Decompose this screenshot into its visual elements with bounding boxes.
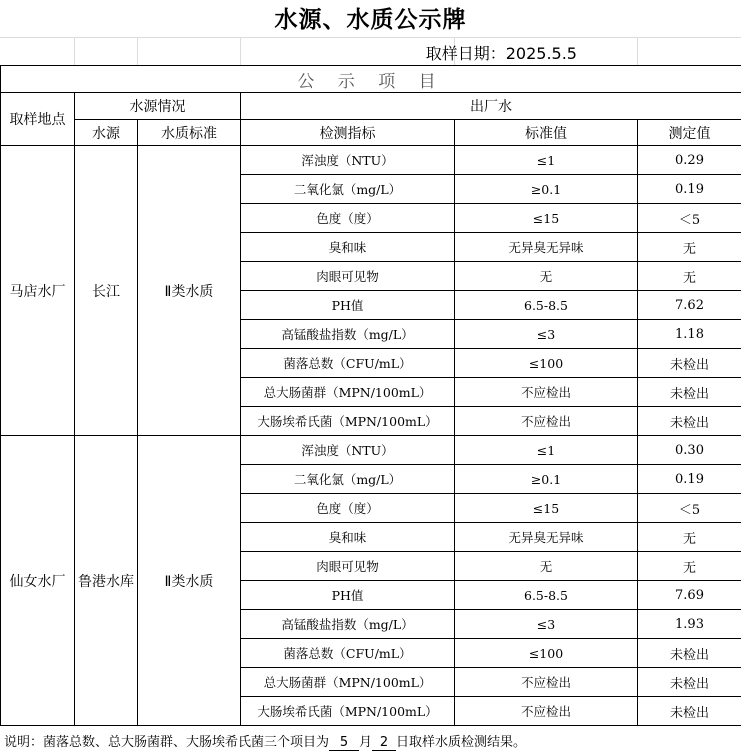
plant-source: 鲁港水库 — [75, 436, 138, 726]
measured-value-cell: ＜5 — [638, 494, 741, 523]
standard-value-cell: 无异臭无异味 — [455, 233, 638, 262]
indicator-cell: 总大肠菌群（MPN/100mL） — [241, 668, 455, 697]
table-row — [1, 146, 741, 175]
plant-location: 仙女水厂 — [1, 436, 75, 726]
standard-value-cell: 无异臭无异味 — [455, 523, 638, 552]
standard-value-cell: 不应检出 — [455, 407, 638, 436]
indicator-cell: 肉眼可见物 — [241, 262, 455, 291]
source-header: 水源 — [75, 120, 138, 146]
measured-value-cell: 0.19 — [638, 175, 741, 204]
standard-value-cell: ≥0.1 — [455, 175, 638, 204]
standard-value-cell: 不应检出 — [455, 697, 638, 726]
indicator-cell: 大肠埃希氏菌（MPN/100mL） — [241, 407, 455, 436]
standard-value-cell: ≤100 — [455, 639, 638, 668]
quality-standard-header: 水质标准 — [138, 120, 241, 146]
footnote — [4, 731, 526, 751]
indicator-cell: 臭和味 — [241, 233, 455, 262]
indicator-cell: 菌落总数（CFU/mL） — [241, 349, 455, 378]
indicator-cell: PH值 — [241, 291, 455, 320]
indicator-cell: 浑浊度（NTU） — [241, 146, 455, 175]
indicator-cell: 高锰酸盐指数（mg/L） — [241, 320, 455, 349]
indicator-cell: 二氧化氯（mg/L） — [241, 175, 455, 204]
footnote-month: 5 — [329, 735, 359, 751]
footnote-day: 2 — [372, 735, 396, 751]
standard-value-cell: 不应检出 — [455, 378, 638, 407]
measured-value-cell: 无 — [638, 552, 741, 581]
indicator-cell: 高锰酸盐指数（mg/L） — [241, 610, 455, 639]
standard-value-cell: ≤15 — [455, 204, 638, 233]
standard-value-cell: ≤3 — [455, 610, 638, 639]
water-quality-table — [0, 65, 741, 726]
standard-value-cell: ≤1 — [455, 146, 638, 175]
measured-value-header: 测定值 — [638, 120, 741, 146]
notice-items-header: 公 示 项 目 — [1, 66, 741, 93]
indicator-cell: 色度（度） — [241, 204, 455, 233]
indicator-cell: 浑浊度（NTU） — [241, 436, 455, 465]
board-title: 水源、水质公示牌 — [274, 6, 467, 33]
indicator-cell: 色度（度） — [241, 494, 455, 523]
footnote-suffix: 日取样水质检测结果。 — [396, 735, 527, 750]
table-row — [1, 436, 741, 465]
standard-value-cell: ≤100 — [455, 349, 638, 378]
standard-value-cell: 无 — [455, 552, 638, 581]
indicator-cell: 总大肠菌群（MPN/100mL） — [241, 378, 455, 407]
measured-value-cell: 无 — [638, 233, 741, 262]
measured-value-cell: 未检出 — [638, 407, 741, 436]
standard-value-cell: 6.5-8.5 — [455, 291, 638, 320]
measured-value-cell: 1.93 — [638, 610, 741, 639]
plant-quality-standard: Ⅱ类水质 — [138, 436, 241, 726]
measured-value-cell: 0.19 — [638, 465, 741, 494]
standard-value-cell: ≤1 — [455, 436, 638, 465]
measured-value-cell: 未检出 — [638, 697, 741, 726]
measured-value-cell: 7.69 — [638, 581, 741, 610]
standard-value-header: 标准值 — [455, 120, 638, 146]
standard-value-cell: 无 — [455, 262, 638, 291]
plant-quality-standard: Ⅱ类水质 — [138, 146, 241, 436]
outlet-water-header: 出厂水 — [241, 93, 741, 120]
indicator-cell: 臭和味 — [241, 523, 455, 552]
indicator-cell: 二氧化氯（mg/L） — [241, 465, 455, 494]
plant-source: 长江 — [75, 146, 138, 436]
indicator-header: 检测指标 — [241, 120, 455, 146]
standard-value-cell: ≤3 — [455, 320, 638, 349]
measured-value-cell: 7.62 — [638, 291, 741, 320]
indicator-cell: PH值 — [241, 581, 455, 610]
footnote-prefix: 说明：菌落总数、总大肠菌群、大肠埃希氏菌三个项目为 — [4, 735, 330, 750]
source-group-header: 水源情况 — [75, 93, 241, 120]
measured-value-cell: 未检出 — [638, 668, 741, 697]
indicator-cell: 菌落总数（CFU/mL） — [241, 639, 455, 668]
measured-value-cell: 0.30 — [638, 436, 741, 465]
standard-value-cell: 6.5-8.5 — [455, 581, 638, 610]
measured-value-cell: 0.29 — [638, 146, 741, 175]
measured-value-cell: 未检出 — [638, 378, 741, 407]
standard-value-cell: 不应检出 — [455, 668, 638, 697]
location-header: 取样地点 — [1, 93, 75, 146]
standard-value-cell: ≤15 — [455, 494, 638, 523]
measured-value-cell: 无 — [638, 523, 741, 552]
measured-value-cell: 1.18 — [638, 320, 741, 349]
plant-location: 马店水厂 — [1, 146, 75, 436]
sample-date-row — [0, 37, 741, 65]
sample-date: 取样日期：2025.5.5 — [425, 44, 577, 63]
measured-value-cell: ＜5 — [638, 204, 741, 233]
measured-value-cell: 未检出 — [638, 639, 741, 668]
footnote-month-label: 月 — [359, 735, 373, 750]
standard-value-cell: ≥0.1 — [455, 465, 638, 494]
indicator-cell: 大肠埃希氏菌（MPN/100mL） — [241, 697, 455, 726]
measured-value-cell: 无 — [638, 262, 741, 291]
indicator-cell: 肉眼可见物 — [241, 552, 455, 581]
measured-value-cell: 未检出 — [638, 349, 741, 378]
